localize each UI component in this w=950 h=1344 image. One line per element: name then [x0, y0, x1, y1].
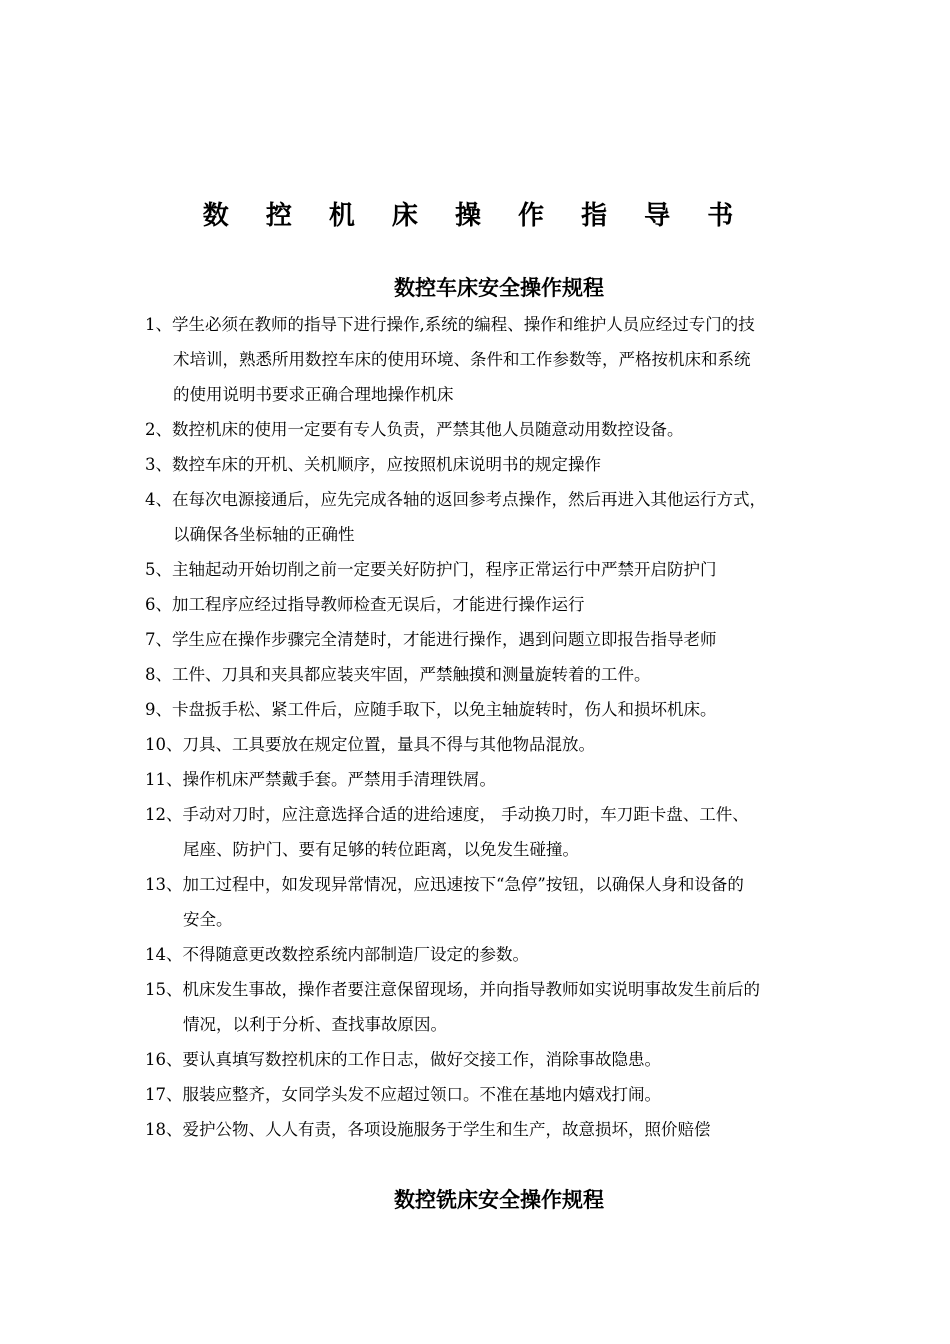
- rule-item: [145, 307, 870, 412]
- rule-first-line: [145, 1120, 711, 1139]
- rule-number: 7、: [145, 630, 172, 649]
- rule-first-line: [145, 980, 760, 999]
- rule-text-continuation: 以确保各坐标轴的正确性: [173, 525, 355, 544]
- section-title-milling: 数控铣床安全操作规程: [394, 1187, 604, 1212]
- rule-number: 18、: [145, 1120, 183, 1139]
- rule-text: 数控车床的开机、关机顺序，应按照机床说明书的规定操作: [172, 455, 601, 474]
- rule-item: [145, 762, 870, 797]
- rule-number: 16、: [145, 1050, 183, 1069]
- rule-item: [145, 692, 870, 727]
- rule-number: 4、: [145, 490, 172, 509]
- lathe-rules-list: [145, 307, 870, 1147]
- rule-number: 5、: [145, 560, 172, 579]
- rule-text: 刀具、工具要放在规定位置，量具不得与其他物品混放。: [182, 735, 595, 754]
- rule-text-continuation: 的使用说明书要求正确合理地操作机床: [173, 385, 454, 404]
- rule-number: 17、: [145, 1085, 183, 1104]
- rule-item: [145, 797, 870, 867]
- rule-text: 要认真填写数控机床的工作日志，做好交接工作，消除事故隐患。: [182, 1050, 661, 1069]
- rule-text: 服装应整齐，女同学头发不应超过领口。不准在基地内嬉戏打闹。: [182, 1085, 661, 1104]
- rule-number: 9、: [145, 700, 172, 719]
- rule-text: 学生应在操作步骤完全清楚时，才能进行操作，遇到问题立即报告指导老师: [172, 630, 717, 649]
- rule-text: 爱护公物、人人有责，各项设施服务于学生和生产，故意损坏，照价赔偿: [182, 1120, 711, 1139]
- rule-first-line: [145, 315, 755, 334]
- rule-text: 数控机床的使用一定要有专人负责，严禁其他人员随意动用数控设备。: [172, 420, 684, 439]
- rule-number: 8、: [145, 665, 172, 684]
- rule-first-line: [145, 700, 717, 719]
- rule-text-continuation: 情况，以利于分析、查找事故原因。: [183, 1015, 447, 1034]
- rule-first-line: [145, 1050, 661, 1069]
- rule-item: [145, 587, 870, 622]
- rule-number: 13、: [145, 875, 183, 894]
- rule-number: 2、: [145, 420, 172, 439]
- rule-item: [145, 657, 870, 692]
- rule-number: 11、: [145, 770, 183, 789]
- rule-first-line: [145, 875, 744, 894]
- rule-first-line: [145, 735, 595, 754]
- rule-number: 6、: [145, 595, 172, 614]
- rule-text: 手动对刀时，应注意选择合适的进给速度， 手动换刀时，车刀距卡盘、工件、: [182, 805, 749, 824]
- rule-first-line: [145, 490, 766, 509]
- rule-text: 不得随意更改数控系统内部制造厂设定的参数。: [182, 945, 529, 964]
- rule-item: [145, 622, 870, 657]
- rule-item: [145, 727, 870, 762]
- rule-text: 机床发生事故，操作者要注意保留现场，并向指导教师如实说明事故发生前后的: [182, 980, 760, 999]
- section-title-lathe: 数控车床安全操作规程: [394, 275, 604, 300]
- rule-item: [145, 552, 870, 587]
- rule-item: [145, 937, 870, 972]
- rule-number: 12、: [145, 805, 183, 824]
- document-title: 数 控 机 床 操 作 指 导 书: [202, 201, 748, 231]
- rule-number: 15、: [145, 980, 183, 999]
- rule-first-line: [145, 945, 529, 964]
- rule-text: 主轴起动开始切削之前一定要关好防护门，程序正常运行中严禁开启防护门: [172, 560, 717, 579]
- rule-number: 1、: [145, 315, 172, 334]
- rule-first-line: [145, 595, 585, 614]
- rule-item: [145, 447, 870, 482]
- rule-text: 工件、刀具和夹具都应装夹牢固，严禁触摸和测量旋转着的工件。: [172, 665, 651, 684]
- rule-first-line: [145, 1085, 661, 1104]
- rule-first-line: [145, 455, 601, 474]
- rule-first-line: [145, 665, 651, 684]
- rule-number: 3、: [145, 455, 172, 474]
- rule-text: 学生必须在教师的指导下进行操作,系统的编程、操作和维护人员应经过专门的技: [172, 315, 755, 334]
- rule-item: [145, 1042, 870, 1077]
- rule-text: 加工过程中，如发现异常情况，应迅速按下“急停”按钮，以确保人身和设备的: [182, 875, 744, 894]
- rule-text-continuation: 术培训，熟悉所用数控车床的使用环境、条件和工作参数等，严格按机床和系统: [173, 350, 751, 369]
- rule-item: [145, 1112, 870, 1147]
- rule-first-line: [145, 805, 749, 824]
- rule-text-continuation: 安全。: [183, 910, 233, 929]
- rule-text: 加工程序应经过指导教师检查无误后，才能进行操作运行: [172, 595, 585, 614]
- rule-item: [145, 1077, 870, 1112]
- rule-first-line: [145, 770, 496, 789]
- rule-first-line: [145, 560, 717, 579]
- rule-first-line: [145, 420, 684, 439]
- rule-number: 10、: [145, 735, 183, 754]
- rule-first-line: [145, 630, 717, 649]
- rule-text-continuation: 尾座、防护门、要有足够的转位距离，以免发生碰撞。: [183, 840, 579, 859]
- rule-text: 在每次电源接通后，应先完成各轴的返回参考点操作，然后再进入其他运行方式，: [172, 490, 766, 509]
- rule-item: [145, 867, 870, 937]
- rule-item: [145, 482, 870, 552]
- rule-text: 操作机床严禁戴手套。严禁用手清理铁屑。: [182, 770, 496, 789]
- rule-item: [145, 412, 870, 447]
- rule-item: [145, 972, 870, 1042]
- rule-number: 14、: [145, 945, 183, 964]
- rule-text: 卡盘扳手松、紧工件后，应随手取下，以免主轴旋转时，伤人和损坏机床。: [172, 700, 717, 719]
